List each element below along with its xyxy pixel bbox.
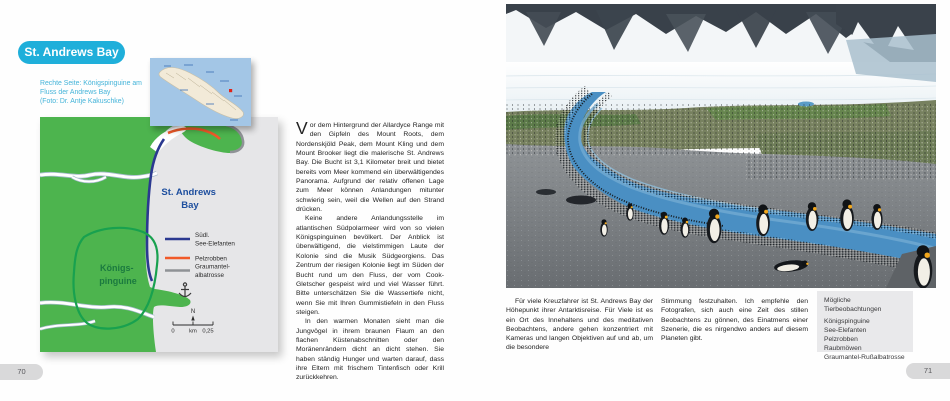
colony-right [746, 134, 936, 180]
right-page-column-2 [661, 297, 808, 343]
wildlife-item: Graumantel-Rußalbatrosse [824, 353, 905, 361]
legend-label: Südl. [195, 232, 210, 239]
paragraph: Stimmung festzuhalten. Ich empfehle den Fotografen, sich auch eine Zeit des stillen Beobachtens zu gönnen, des Einatmens einer Szenerie, die es nirgendwo anders auf diesem Planeten gibt. [661, 298, 808, 343]
legend-label: Pelzrobben [195, 255, 227, 263]
paragraph: In den warmen Monaten sieht man die Jungvögel in ihrem braunen Flaum an den flachen Küstenabschnitten oder den Moränenrändern dicht an dicht stehen. Sie haben ständig Hunger und warten darauf, dass ihre Eltern mit frischem Tintenfisch oder Krill zurückkehren. [296, 318, 444, 382]
map-bay-label: St. Andrews Bay [161, 187, 216, 211]
svg-text:N: N [190, 309, 196, 315]
legend-label: See-Elefanten [195, 240, 235, 248]
wildlife-observations-box [817, 291, 913, 361]
caption-line: Fluss der Andrews Bay [40, 89, 111, 96]
page-number-right: 71 [906, 363, 950, 379]
wildlife-item: See-Elefanten [824, 326, 867, 334]
scale-unit: km [189, 328, 197, 335]
paragraph [296, 118, 444, 214]
right-page-column-1 [506, 297, 653, 353]
map-area-label: Königs- pinguine [99, 263, 137, 286]
st-andrews-bay-map [40, 117, 278, 352]
wildlife-item: Raubmöwen [824, 344, 862, 352]
legend-label: Graumantel- [195, 263, 230, 271]
caption-line: Rechte Seite: Königspinguine am [40, 80, 142, 87]
paragraph: Für viele Kreuzfahrer ist St. Andrews Bay der Höhepunkt ihrer Antarktisreise. Für Viele ist es ein Ort des Innehaltens und des meditativen Beobachtens, andere gehen konzentriert mit Kameras und langen Objektiven auf und ab, um die besondere [506, 298, 653, 352]
scale-max: 0,25 [202, 328, 214, 335]
caption-line: (Foto: Dr. Antje Kakuschke) [40, 98, 124, 105]
wildlife-item: Königspinguine [824, 317, 870, 325]
wildlife-item: Pelzrobben [824, 335, 858, 343]
left-page-body-text [296, 118, 444, 383]
wildlife-box-title: Mögliche Tierbeobachtungen [824, 297, 882, 313]
king-penguin-colony-photo [506, 4, 936, 288]
page-number-left: 70 [0, 364, 43, 380]
legend-label: albatrosse [195, 272, 225, 279]
paragraph-text: or dem Hintergrund der Allardyce Range mit den Gipfeln des Mount Roots, dem Nordenskjöld Peak, dem Mount Kling und dem Mount Brooker liegt die malerische St. Andrews Bay. Die Bucht ist 3,1 Kilometer breit und bietet bereits vom Meer kommend ein überwältigendes Panorama. Aufgrund der relativ offenen Lage zum Meer können Anlandungen mitunter schwierig sein, weil die Wellen auf den Strand drücken. [296, 122, 444, 214]
scale-zero: 0 [171, 328, 175, 335]
lying-penguin [536, 189, 556, 195]
drop-cap: V [296, 118, 308, 138]
lying-penguin [566, 196, 596, 205]
south-georgia-inset-map [150, 58, 251, 126]
page-title: St. Andrews Bay [18, 41, 125, 64]
paragraph: Keine andere Anlandungsstelle im atlantischen Südpolarmeer wird von so vielen Königspinguinen bevölkert. Der Anblick ist überwältigend, die vielstimmigen Laute der Kolonie sind die Musik Südgeorgiens. Das Zentrum der riesigen Kolonie liegt im Süden der Bucht rund um den Fluss, der vom Cook-Gletscher gespeist wird und viel Wasser führt. Bitte unterschätzen Sie die Wassertiefe nicht, wenn Sie mit Ihren Gummistiefeln in den Fluss steigen. [296, 215, 444, 316]
inset-location-marker [229, 89, 232, 92]
